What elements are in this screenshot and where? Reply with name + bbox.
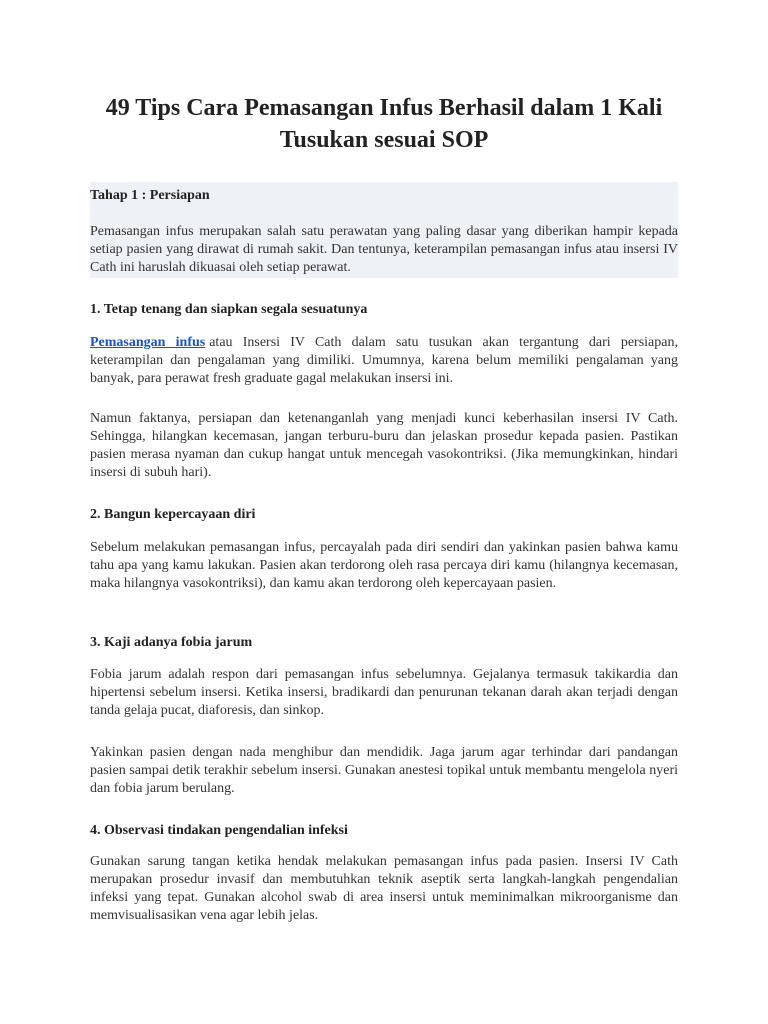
section-1-paragraph-2: Namun faktanya, persiapan dan ketenanganlah yang menjadi kunci keberhasilan insersi IV Cath. Sehingga, hilangkan kecemasan, jangan terburu-buru dan jelaskan prosedur kepada pasien. Pastikan pasien merasa nyaman dan cukup hangat untuk mencegah vasokontriksi. (Jika memungkinkan, hindari insersi di subuh hari). [90, 411, 678, 480]
stage-heading: Tahap 1 : Persiapan [90, 188, 210, 203]
pemasangan-infus-link[interactable]: Pemasangan infus [90, 335, 206, 350]
section-2-heading: 2. Bangun kepercayaan diri [90, 507, 256, 522]
page-title: 49 Tips Cara Pemasangan Infus Berhasil dalam 1 Kali Tusukan sesuai SOP [105, 95, 663, 153]
section-3-paragraph-2: Yakinkan pasien dengan nada menghibur dan mendidik. Jaga jarum agar terhindar dari pandangan pasien sampai detik terakhir sebelum insersi. Gunakan anestesi topikal untuk membantu mengelola nyeri dan fobia jarum berulang. [90, 745, 678, 796]
section-2-paragraph-1: Sebelum melakukan pemasangan infus, percayalah pada diri sendiri dan yakinkan pasien bahwa kamu tahu apa yang kamu lakukan. Pasien akan terdorong oleh rasa percaya diri kamu (hilangnya kecemasan, maka hilangnya vasokontriksi), dan kamu akan terdorong oleh kepercayaan pasien. [90, 540, 678, 591]
section-1-paragraph-1 [90, 334, 678, 388]
stage-paragraph: Pemasangan infus merupakan salah satu perawatan yang paling dasar yang diberikan hampir kepada setiap pasien yang dirawat di rumah sakit. Dan tentunya, keterampilan pemasangan infus atau insersi IV Cath ini haruslah dikuasai oleh setiap perawat. [90, 224, 678, 275]
stage-box [90, 182, 678, 278]
section-4-paragraph-1: Gunakan sarung tangan ketika hendak melakukan pemasangan infus pada pasien. Insersi IV Cath merupakan prosedur invasif dan membutuhkan teknik aseptik serta langkah-langkah pengendalian infeksi yang tepat. Gunakan alcohol swab di area insersi untuk meminimalkan mikroorganisme dan memvisualisasikan vena agar lebih jelas. [90, 854, 678, 923]
section-4-heading: 4. Observasi tindakan pengendalian infeksi [90, 823, 348, 838]
section-3-heading: 3. Kaji adanya fobia jarum [90, 635, 253, 650]
section-1-heading: 1. Tetap tenang dan siapkan segala sesuatunya [90, 302, 368, 317]
section-1-paragraph-1-text: atau Insersi IV Cath dalam satu tusukan akan tergantung dari persiapan, keterampilan dan pengalaman yang dimiliki. Umumnya, karena belum memiliki pengalaman yang banyak, para perawat fresh graduate gagal melakukan insersi ini. [90, 335, 678, 386]
section-3-paragraph-1: Fobia jarum adalah respon dari pemasangan infus sebelumnya. Gejalanya termasuk takikardia dan hipertensi sebelum insersi. Ketika insersi, bradikardi dan penurunan tekanan darah akan terjadi dengan tanda gelaja pucat, diaforesis, dan sinkop. [90, 667, 678, 718]
